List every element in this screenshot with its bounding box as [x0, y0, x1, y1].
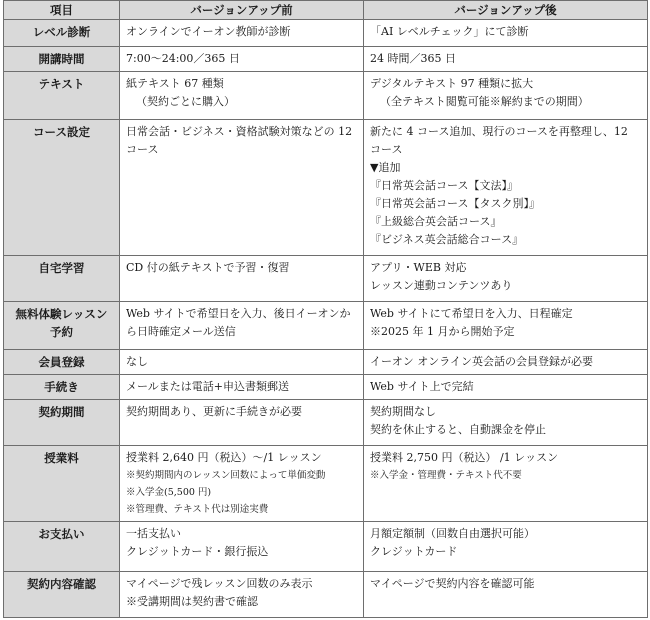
- before-cell: Web サイトで希望日を入力、後日イーオンから日時確定メール送信: [120, 302, 364, 350]
- after-cell: 24 時間／365 日: [364, 47, 648, 72]
- before-cell: 契約期間あり、更新に手続きが必要: [120, 400, 364, 446]
- after-cell: Web サイト上で完結: [364, 375, 648, 400]
- header-before: バージョンアップ前: [120, 1, 364, 20]
- row-label: お支払い: [4, 522, 120, 572]
- after-cell: 「AI レベルチェック」にて診断: [364, 20, 648, 47]
- table-row: [4, 446, 648, 522]
- row-label: 会員登録: [4, 350, 120, 375]
- header-after: バージョンアップ後: [364, 1, 648, 20]
- comparison-table: [3, 0, 648, 618]
- before-cell: 日常会話・ビジネス・資格試験対策などの 12 コース: [120, 120, 364, 256]
- before-cell: なし: [120, 350, 364, 375]
- table-row: [4, 302, 648, 350]
- after-cell: アプリ・WEB 対応 レッスン連動コンテンツあり: [364, 256, 648, 302]
- header-row: [4, 1, 648, 20]
- row-label: 手続き: [4, 375, 120, 400]
- row-label: レベル診断: [4, 20, 120, 47]
- row-label: 授業料: [4, 446, 120, 522]
- after-cell: イーオン オンライン英会話の会員登録が必要: [364, 350, 648, 375]
- row-label: テキスト: [4, 72, 120, 120]
- table-row: [4, 572, 648, 618]
- table-row: [4, 47, 648, 72]
- row-label: 開講時間: [4, 47, 120, 72]
- before-cell: オンラインでイーオン教師が診断: [120, 20, 364, 47]
- before-cell: CD 付の紙テキストで予習・復習: [120, 256, 364, 302]
- after-cell: 授業料 2,750 円（税込） /1 レッスン ※入学金・管理費・テキスト代不要: [364, 446, 648, 522]
- after-cell: Web サイトにて希望日を入力、日程確定 ※2025 年 1 月から開始予定: [364, 302, 648, 350]
- table-row: [4, 20, 648, 47]
- before-cell: 紙テキスト 67 種類 （契約ごとに購入）: [120, 72, 364, 120]
- after-cell: 契約期間なし 契約を休止すると、自動課金を停止: [364, 400, 648, 446]
- row-label: 契約内容確認: [4, 572, 120, 618]
- row-label: 自宅学習: [4, 256, 120, 302]
- after-cell: マイページで契約内容を確認可能: [364, 572, 648, 618]
- header-item: 項目: [4, 1, 120, 20]
- row-label: 無料体験レッスン予約: [4, 302, 120, 350]
- table-row: [4, 350, 648, 375]
- row-label: 契約期間: [4, 400, 120, 446]
- after-cell: 月額定額制（回数自由選択可能） クレジットカード: [364, 522, 648, 572]
- table-row: [4, 72, 648, 120]
- before-cell: メールまたは電話+申込書類郵送: [120, 375, 364, 400]
- before-cell: マイページで残レッスン回数のみ表示 ※受講期間は契約書で確認: [120, 572, 364, 618]
- before-cell: 7:00〜24:00／365 日: [120, 47, 364, 72]
- before-cell: 一括支払い クレジットカード・銀行振込: [120, 522, 364, 572]
- after-cell: 新たに 4 コース追加、現行のコースを再整理し、12 コース ▼追加 『日常英会話コース【文法】』 『日常英会話コース【タスク別】』 『上級総合英会話コース』 『ビジネス英会話総合コース』: [364, 120, 648, 256]
- table-row: [4, 375, 648, 400]
- table-row: [4, 400, 648, 446]
- row-label: コース設定: [4, 120, 120, 256]
- table-row: [4, 522, 648, 572]
- after-cell: デジタルテキスト 97 種類に拡大 （全テキスト閲覧可能※解約までの期間）: [364, 72, 648, 120]
- table-row: [4, 256, 648, 302]
- table-row: [4, 120, 648, 256]
- before-cell: 授業料 2,640 円（税込）〜/1 レッスン ※契約期間内のレッスン回数によって単価変動 ※入学金(5,500 円) ※管理費、テキスト代は別途実費: [120, 446, 364, 522]
